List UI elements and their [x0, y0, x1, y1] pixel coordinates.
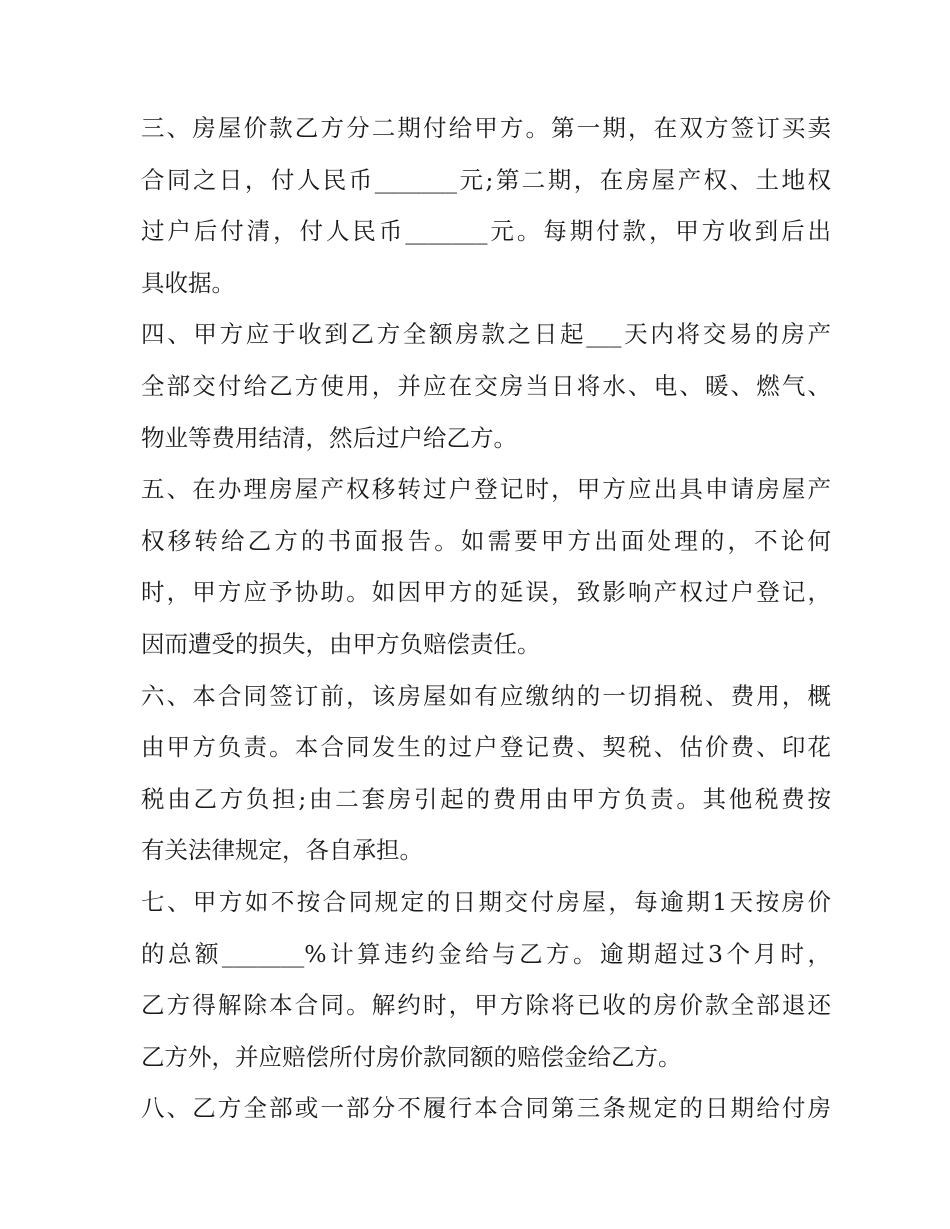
text-line: 全部交付给乙方使用，并应在交房当日将水、电、暖、燃气、 [141, 371, 831, 400]
contract-text [141, 103, 831, 1135]
text-line: 物业等费用结清，然后过户给乙方。 [141, 423, 517, 452]
text-line: 五、在办理房屋产权移转过户登记时，甲方应出具申请房屋产 [141, 475, 831, 504]
text-line: 过户后付清，付人民币_______元。每期付款，甲方收到后出 [141, 217, 831, 246]
text-line: 的总额_______%计算违约金给与乙方。逾期超过3个月时， [141, 939, 831, 968]
text-line: 六、本合同签订前，该房屋如有应缴纳的一切捐税、费用，概 [141, 681, 831, 710]
text-line: 乙方外，并应赔偿所付房价款同额的赔偿金给乙方。 [141, 1042, 682, 1071]
text-line: 三、房屋价款乙方分二期付给甲方。第一期，在双方签订买卖 [141, 114, 831, 142]
text-line: 乙方得解除本合同。解约时，甲方除将已收的房价款全部退还 [141, 991, 831, 1020]
text-line: 合同之日，付人民币_______元;第二期，在房屋产权、土地权 [141, 165, 831, 194]
text-line: 权移转给乙方的书面报告。如需要甲方出面处理的，不论何 [141, 526, 831, 555]
text-line: 有关法律规定，各自承担。 [141, 836, 423, 865]
text-line: 具收据。 [141, 268, 235, 297]
text-line: 税由乙方负担;由二套房引起的费用由甲方负责。其他税费按 [141, 784, 831, 813]
text-line: 时，甲方应予协助。如因甲方的延误，致影响产权过户登记， [141, 578, 831, 607]
text-line: 七、甲方如不按合同规定的日期交付房屋，每逾期1天按房价 [141, 887, 831, 916]
text-line: 由甲方负责。本合同发生的过户登记费、契税、估价费、印花 [141, 733, 831, 762]
text-line: 因而遭受的损失，由甲方负赔偿责任。 [141, 629, 541, 658]
text-line: 四、甲方应于收到乙方全额房款之日起___天内将交易的房产 [141, 320, 831, 349]
text-line: 八、乙方全部或一部分不履行本合同第三条规定的日期给付房 [141, 1094, 831, 1123]
